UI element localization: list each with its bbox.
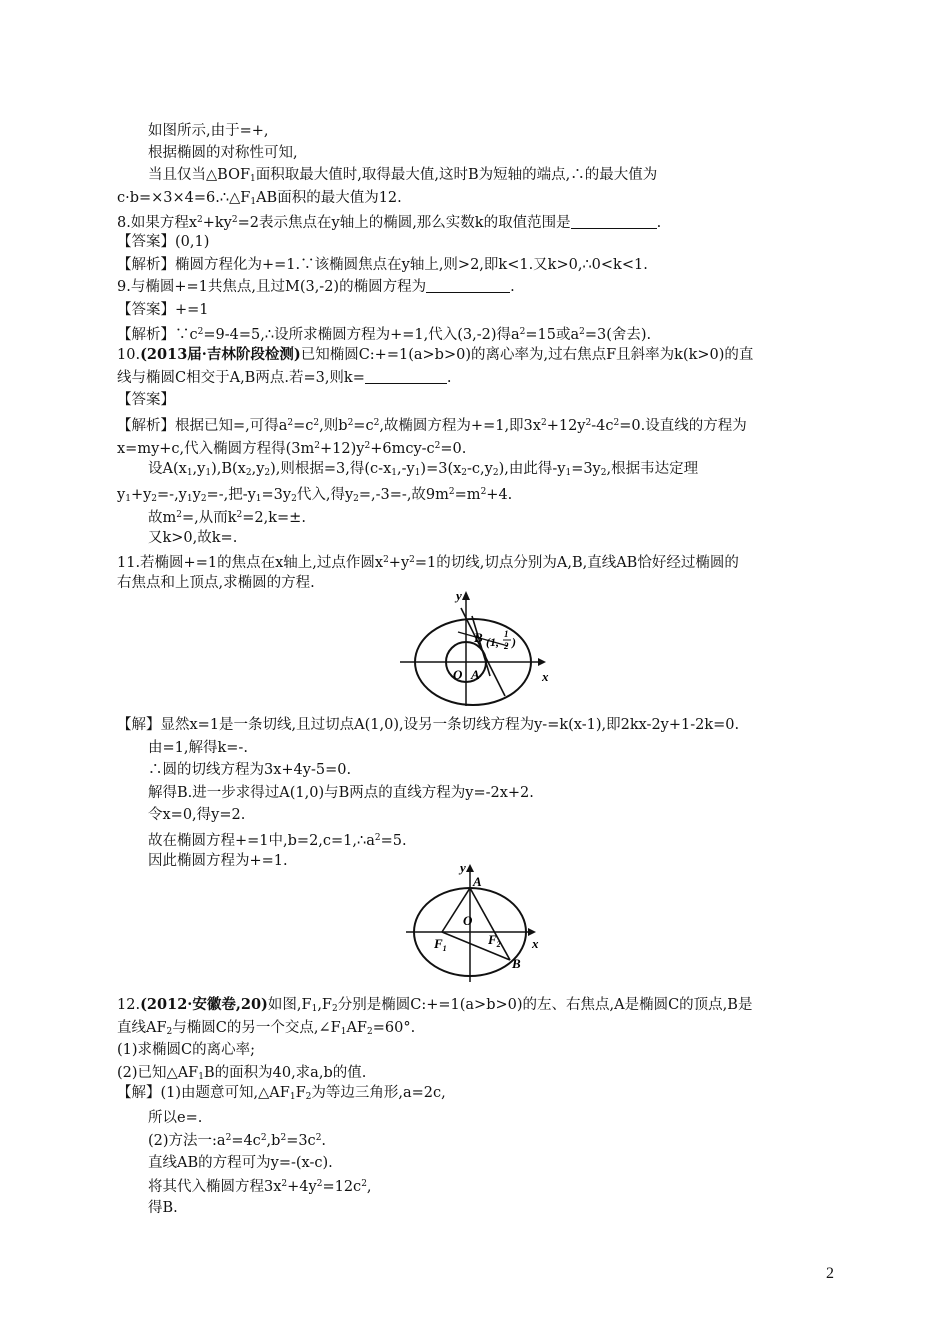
point-b-label: B xyxy=(512,956,521,971)
y-axis-label: y xyxy=(456,588,462,603)
origin-label: O xyxy=(453,667,463,682)
text-line: 当且仅当$\triangle BOF_1$面积取最大值时,取得最大值,这时B为短轴的端点,∴的最大值为 xyxy=(148,167,658,184)
text-line: 令x=0,得y=2. xyxy=(148,807,246,823)
question-10-cont: 线与椭圆C相交于A,B两点.若=3,则k= . xyxy=(117,370,452,386)
point-coordinate-denominator: 2 xyxy=(504,641,509,651)
question-12-part2: (2)已知$\triangle AF_1B$的面积为40,求a,b的值. xyxy=(117,1065,367,1082)
question-10: 10.(2013届·吉林阶段检测)已知椭圆C:+=1(a>b>0)的离心率为,过右焦点F且斜率为k(k>0)的直 xyxy=(117,346,754,363)
question-11: 11.若椭圆+=1的焦点在x轴上,过点作圆$x^2+y^2=1$的切线,切点分别为A,B,直线AB恰好经过椭圆的 xyxy=(117,555,739,571)
text-line: 根据椭圆的对称性可知, xyxy=(148,145,298,161)
explanation-10: 【解析】根据已知=,可得$a^2=c^2$,则$b^2=c^2$,故椭圆方程为+=1,即$3x^2+12y^2-4c^2=0$.设直线的方程为 xyxy=(117,418,747,434)
text-line: 得B. xyxy=(148,1200,178,1216)
point-b-label: B xyxy=(474,630,483,645)
y-axis-label: y xyxy=(460,862,466,875)
text-line: 解得B.进一步求得过A(1,0)与B两点的直线方程为y=-2x+2. xyxy=(148,785,534,801)
y-axis-arrow xyxy=(466,864,474,872)
focus-f1-label: $F_1$ xyxy=(434,936,447,953)
text-line: x=my+c,代入椭圆方程得$(3m^2+12)y^2+6mcy-c^2=0$. xyxy=(117,441,467,457)
text-line: $y_1+y_2=-,y_1y_2=-$,把$-y_1=3y_2$代入,得$y_2=,-3=-$,故$9m^2=m^2+4$. xyxy=(117,487,513,504)
answer-10: 【答案】 xyxy=(117,392,175,408)
answer-blank xyxy=(365,369,447,384)
x-axis-label: x xyxy=(542,669,549,684)
page-number: 2 xyxy=(826,1265,834,1282)
point-coordinate-close: ) xyxy=(512,635,516,649)
text-line: 如图所示,由于=+, xyxy=(148,123,269,139)
point-coordinate-numerator: 1 xyxy=(504,629,509,639)
answer-9: 【答案】+=1 xyxy=(117,302,209,318)
text-line: 由=1,解得k=-. xyxy=(148,740,248,756)
answer-blank xyxy=(426,278,510,293)
answer-8: 【答案】(0,1) xyxy=(117,234,210,250)
x-axis-label: x xyxy=(532,936,539,951)
segment-ab xyxy=(470,888,510,960)
text-line: 故在椭圆方程+=1中$,b=2,c=1,\therefore a^2=5$. xyxy=(148,833,407,849)
x-axis-arrow xyxy=(538,658,546,666)
focus-f2-label: $F_2$ xyxy=(488,932,501,949)
y-axis-arrow xyxy=(462,591,470,600)
explanation-8: 【解析】椭圆方程化为+=1.∵该椭圆焦点在y轴上,则>2,即k<1.又k>0,∴0<k<1. xyxy=(117,257,648,273)
text-line: 将其代入椭圆方程$3x^2+4y^2=12c^2$, xyxy=(148,1179,372,1195)
point-coordinate-label: (1, xyxy=(486,635,499,649)
text-line: $c\cdot b=\times 3\times 4=6.\therefore\triangle F_1AB$面积的最大值为12. xyxy=(117,190,402,207)
point-a-label: A xyxy=(471,667,480,682)
question-12-part1: (1)求椭圆C的离心率; xyxy=(117,1042,256,1058)
question-12: 12.(2012·安徽卷,20)如图$,F_1,F_2$分别是椭圆C:+=1(a>b>0)的左、右焦点,A是椭圆C的顶点,B是 xyxy=(117,996,753,1014)
text-line: 设$A(x_1,y_1),B(x_2,y_2)$,则根据=3,得$(c-x_1,-y_1)=3(x_2-c,y_2)$,由此得$-y_1=3y_2$,根据韦达定理 xyxy=(148,461,699,478)
solution-12: 【解】(1)由题意可知$,\triangle AF_1F_2$为等边三角形,a=2c, xyxy=(117,1085,446,1102)
ellipse-foci-figure xyxy=(404,862,554,984)
text-line: 故$m^2=$,从而$k^2=2,k=\pm$. xyxy=(148,510,306,526)
text-line: ∴圆的切线方程为3x+4y-5=0. xyxy=(148,762,352,778)
question-8: 8.如果方程$x^2+ky^2=2$表示焦点在y轴上的椭圆,那么实数k的取值范围是 . xyxy=(117,215,662,231)
explanation-9: 【解析】$\because c^2=9-4=5,\therefore$设所求椭圆方程为+=1,代入(3,-2)得$a^2=15$或$a^2=3$(舍去). xyxy=(117,327,652,343)
text-line: 直线AB的方程可为y=-(x-c). xyxy=(148,1155,333,1171)
question-11-cont: 右焦点和上顶点,求椭圆的方程. xyxy=(117,575,315,591)
text-line: (2)方法一$:a^2=4c^2,b^2=3c^2$. xyxy=(148,1133,327,1149)
x-axis-arrow xyxy=(528,928,536,936)
text-line: 所以e=. xyxy=(148,1110,203,1126)
answer-blank xyxy=(571,214,657,229)
origin-label: O xyxy=(463,913,473,928)
point-a-label: A xyxy=(473,874,482,889)
solution-11: 【解】显然x=1是一条切线,且过切点A(1,0),设另一条切线方程为y-=k(x-1),即2kx-2y+1-2k=0. xyxy=(117,717,740,733)
text-line: 因此椭圆方程为+=1. xyxy=(148,853,288,869)
text-line: 又k>0,故k=. xyxy=(148,530,238,546)
ellipse-tangent-figure xyxy=(398,588,558,708)
question-9: 9.与椭圆+=1共焦点,且过M(3,-2)的椭圆方程为 . xyxy=(117,279,515,295)
question-12-cont: 直线$AF_2$与椭圆C的另一个交点$,\angle F_1AF_2=60^\circ$. xyxy=(117,1020,416,1037)
